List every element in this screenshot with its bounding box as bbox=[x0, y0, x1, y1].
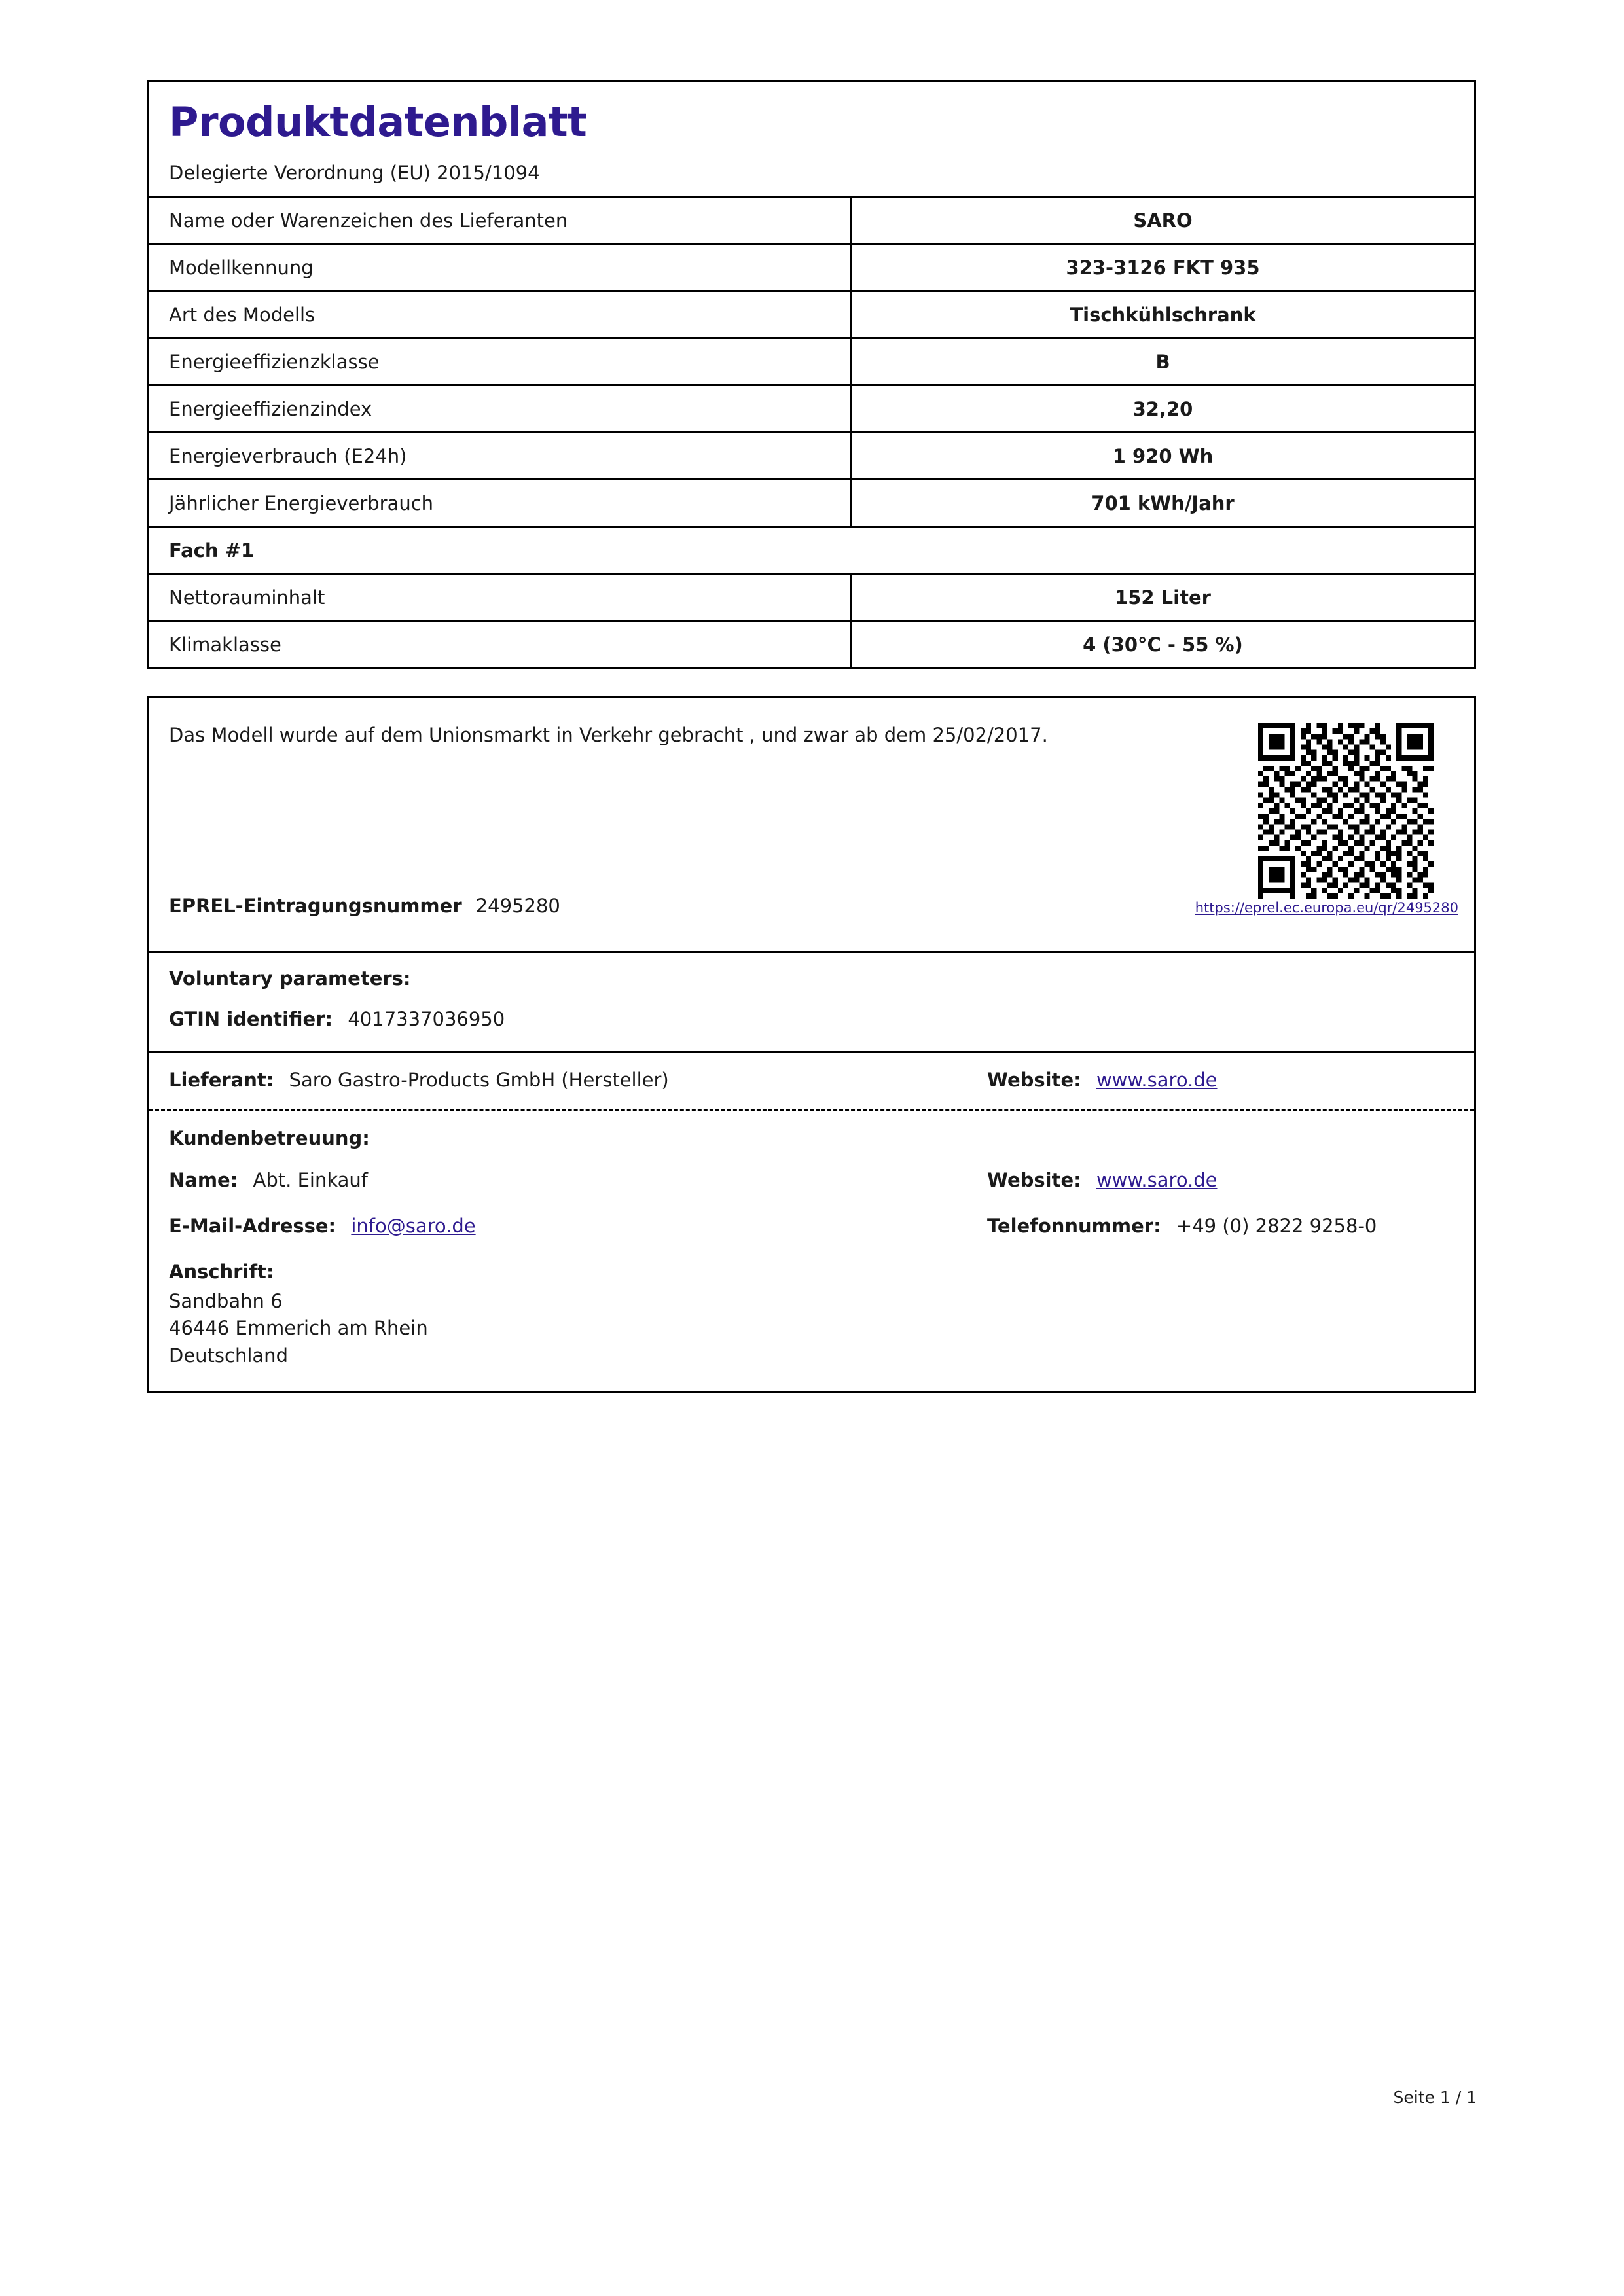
support-email-link[interactable]: info@saro.de bbox=[351, 1215, 476, 1238]
supplier-website-label: Website: bbox=[987, 1069, 1081, 1092]
registration-contact-block bbox=[147, 696, 1476, 1393]
market-placement-text: Das Modell wurde auf dem Unionsmarkt in Verkehr gebracht , und zwar ab dem 25/02/2017. bbox=[169, 724, 1048, 747]
table-row bbox=[149, 244, 1474, 291]
spec-value: 152 Liter bbox=[851, 574, 1475, 621]
page-title: Produktdatenblatt bbox=[169, 98, 587, 146]
spec-value: 1 920 Wh bbox=[851, 433, 1475, 480]
customer-support-title: Kundenbetreuung: bbox=[169, 1127, 370, 1150]
table-row bbox=[149, 480, 1474, 527]
market-row bbox=[149, 698, 1474, 895]
table-row bbox=[149, 197, 1474, 244]
support-name-label: Name: bbox=[169, 1169, 238, 1192]
spec-table bbox=[149, 196, 1474, 667]
table-row bbox=[149, 574, 1474, 621]
spec-value: 32,20 bbox=[851, 386, 1475, 433]
address-line: Sandbahn 6 bbox=[169, 1290, 283, 1313]
supplier-label: Lieferant: bbox=[169, 1069, 274, 1092]
eprel-label: EPREL-Eintragungsnummer bbox=[169, 895, 462, 918]
eprel-row bbox=[149, 895, 1474, 951]
eprel-number: 2495280 bbox=[475, 895, 560, 918]
eprel-url-link[interactable]: https://eprel.ec.europa.eu/qr/2495280 bbox=[1195, 900, 1458, 916]
supplier-website-field bbox=[987, 1069, 1218, 1091]
customer-support-row bbox=[149, 1111, 1474, 1391]
voluntary-parameters-row bbox=[149, 951, 1474, 1051]
supplier-website-link[interactable]: www.saro.de bbox=[1096, 1069, 1218, 1092]
spec-value: 701 kWh/Jahr bbox=[851, 480, 1475, 527]
spec-label: Energieeffizienzklasse bbox=[149, 338, 851, 386]
support-phone-field bbox=[987, 1215, 1377, 1237]
support-phone-label: Telefonnummer: bbox=[987, 1215, 1161, 1238]
support-phone-value: +49 (0) 2822 9258-0 bbox=[1176, 1215, 1377, 1238]
gtin-label: GTIN identifier: bbox=[169, 1008, 333, 1031]
spec-value: 323-3126 FKT 935 bbox=[851, 244, 1475, 291]
support-email-label: E-Mail-Adresse: bbox=[169, 1215, 336, 1238]
support-website-label: Website: bbox=[987, 1169, 1081, 1192]
support-name-value: Abt. Einkauf bbox=[253, 1169, 369, 1192]
spec-value: SARO bbox=[851, 197, 1475, 244]
supplier-row bbox=[149, 1051, 1474, 1109]
datasheet bbox=[147, 80, 1476, 1393]
spec-value: Tischkühlschrank bbox=[851, 291, 1475, 338]
address-line: Deutschland bbox=[169, 1344, 288, 1367]
compartment-section-label: Fach #1 bbox=[149, 527, 1474, 574]
supplier-value: Saro Gastro-Products GmbH (Hersteller) bbox=[289, 1069, 669, 1092]
qr-code-icon bbox=[1258, 723, 1434, 899]
product-spec-block bbox=[147, 80, 1476, 669]
spec-label: Energieverbrauch (E24h) bbox=[149, 433, 851, 480]
spec-label: Name oder Warenzeichen des Lieferanten bbox=[149, 197, 851, 244]
spec-label: Nettorauminhalt bbox=[149, 574, 851, 621]
spec-label: Modellkennung bbox=[149, 244, 851, 291]
spec-label: Klimaklasse bbox=[149, 621, 851, 668]
page-footer: Seite 1 / 1 bbox=[1393, 2088, 1477, 2107]
table-row bbox=[149, 433, 1474, 480]
supplier-field bbox=[169, 1069, 1454, 1091]
support-website-field bbox=[987, 1169, 1218, 1191]
gtin-line bbox=[169, 1008, 1454, 1030]
support-name-field bbox=[169, 1169, 1454, 1191]
voluntary-parameters-title: Voluntary parameters: bbox=[169, 967, 411, 990]
spec-label: Art des Modells bbox=[149, 291, 851, 338]
table-row bbox=[149, 338, 1474, 386]
table-row bbox=[149, 621, 1474, 668]
address-line: 46446 Emmerich am Rhein bbox=[169, 1317, 428, 1340]
gtin-value: 4017337036950 bbox=[348, 1008, 505, 1031]
regulation-subtitle: Delegierte Verordnung (EU) 2015/1094 bbox=[169, 162, 540, 185]
support-website-link[interactable]: www.saro.de bbox=[1096, 1169, 1218, 1192]
table-row bbox=[149, 291, 1474, 338]
spec-value: 4 (30°C - 55 %) bbox=[851, 621, 1475, 668]
spec-value: B bbox=[851, 338, 1475, 386]
address-title: Anschrift: bbox=[169, 1261, 274, 1283]
spec-label: Jährlicher Energieverbrauch bbox=[149, 480, 851, 527]
table-row bbox=[149, 386, 1474, 433]
table-section-row bbox=[149, 527, 1474, 574]
spec-label: Energieeffizienzindex bbox=[149, 386, 851, 433]
title-area bbox=[149, 82, 1474, 196]
